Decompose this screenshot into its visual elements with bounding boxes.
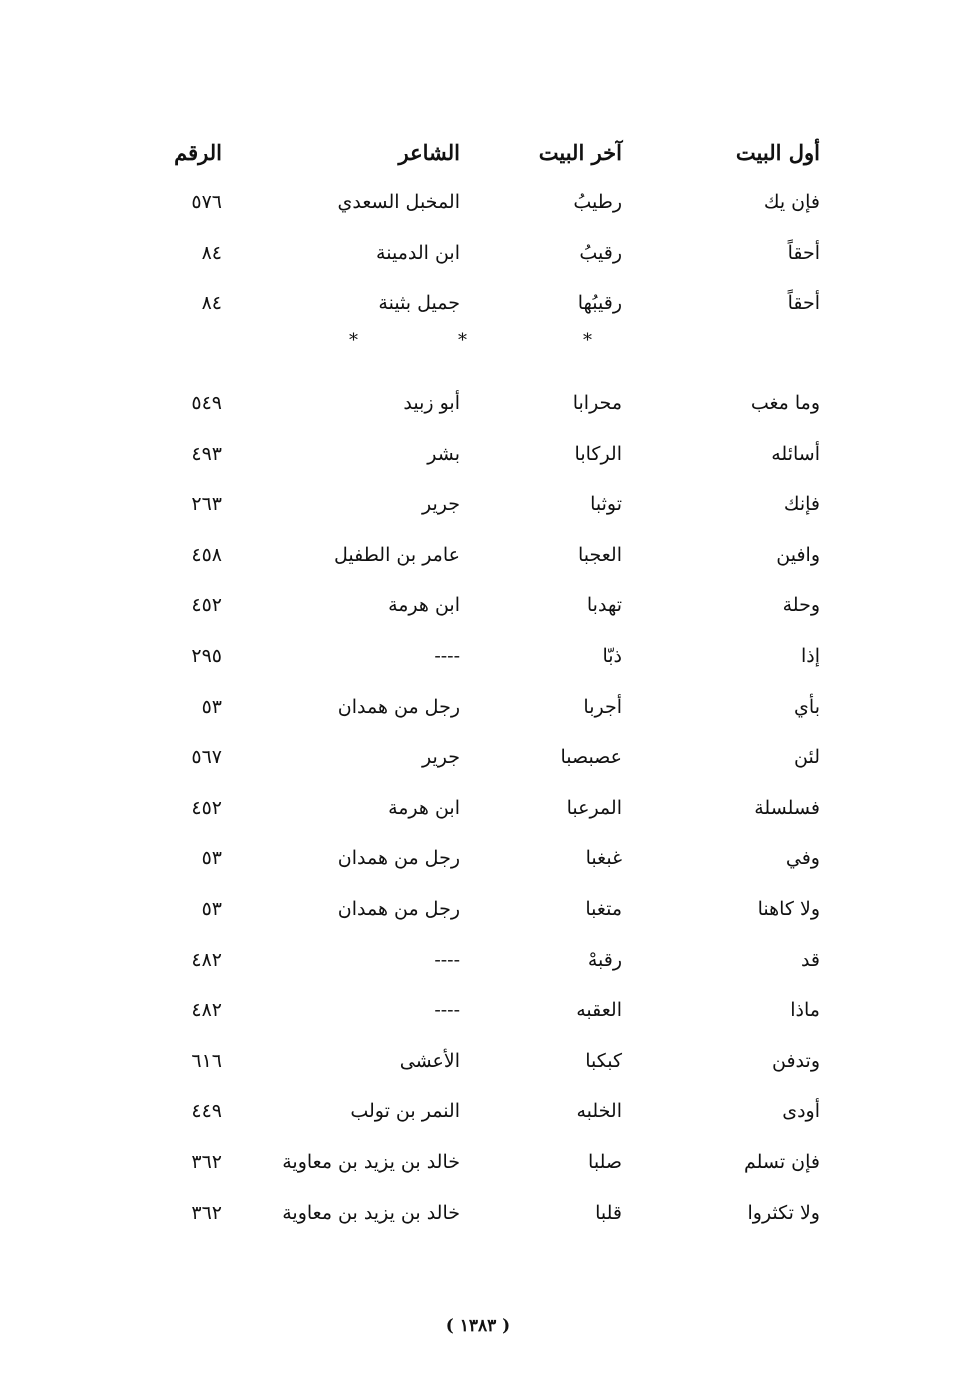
header-number: الرقم (174, 140, 222, 165)
first-verse-cell: وفي (785, 847, 820, 870)
poet-cell: المخبل السعدي (337, 191, 460, 213)
poet-cell: ابن هرمة (388, 796, 460, 819)
number-cell: ٤٥٨ (191, 543, 222, 566)
first-verse-cell: فسلسلة (754, 796, 820, 819)
number-cell: ٣٦٢ (191, 1150, 222, 1173)
last-verse-cell: رقيبُ (579, 241, 622, 264)
table-row (0, 1039, 956, 1090)
last-verse-cell: صلبا (588, 1150, 622, 1173)
last-verse-cell: رقيبُها (577, 292, 622, 315)
first-verse-cell: وحلة (782, 594, 820, 617)
separator-star: * (349, 330, 358, 351)
header-first-verse: أول البيت (735, 140, 820, 165)
number-cell: ٤٥٢ (191, 796, 222, 819)
table-row (0, 887, 956, 938)
last-verse-cell: أجربا (583, 695, 622, 718)
table-row (0, 231, 956, 282)
first-verse-cell: وما مغب (750, 392, 820, 414)
first-verse-cell: فإنك (783, 493, 820, 516)
table-row (0, 735, 956, 786)
table-row (0, 938, 956, 989)
first-verse-cell: ولا تكثروا (747, 1201, 820, 1224)
table-body-top (0, 180, 956, 332)
table-row (0, 281, 956, 332)
poet-cell: رجل من همدان (337, 847, 460, 870)
section-separator (0, 330, 956, 360)
table-header (0, 140, 956, 180)
table-row (0, 583, 956, 634)
poet-cell: ---- (434, 644, 460, 667)
first-verse-cell: لئن (794, 746, 820, 769)
last-verse-cell: قلبا (595, 1201, 622, 1224)
number-cell: ٥٣ (201, 897, 222, 920)
first-verse-cell: ماذا (790, 999, 820, 1022)
poet-cell: ---- (434, 948, 460, 971)
poet-cell: جرير (422, 746, 460, 769)
first-verse-cell: وتدفن (772, 1049, 820, 1072)
number-cell: ٦١٦ (191, 1049, 222, 1072)
table-row (0, 988, 956, 1039)
last-verse-cell: كبكبا (585, 1049, 622, 1072)
page-number: ( ١٣٨٣ ) (445, 1316, 511, 1336)
poet-cell: الأعشى (399, 1049, 460, 1072)
first-verse-cell: فإن يك (763, 191, 820, 213)
table-row (0, 1089, 956, 1140)
number-cell: ٤٨٢ (191, 948, 222, 971)
number-cell: ٣٦٢ (191, 1201, 222, 1224)
first-verse-cell: أسائله (771, 442, 820, 465)
number-cell: ٤٥٢ (191, 594, 222, 617)
number-cell: ٢٦٣ (191, 493, 222, 516)
number-cell: ٨٤ (201, 241, 222, 264)
poet-cell: خالد بن يزيد بن معاوية (282, 1150, 460, 1173)
first-verse-cell: أحقاً (787, 241, 820, 264)
last-verse-cell: غبغبا (585, 847, 622, 870)
table-row (0, 1140, 956, 1191)
table-row (0, 432, 956, 483)
number-cell: ٤٩٣ (191, 442, 222, 465)
first-verse-cell: وافين (776, 543, 820, 566)
last-verse-cell: المرعبا (566, 796, 622, 819)
number-cell: ٨٤ (201, 292, 222, 315)
last-verse-cell: العجبا (577, 543, 622, 566)
separator-star: * (583, 330, 592, 351)
first-verse-cell: قد (800, 948, 820, 971)
poet-cell: رجل من همدان (337, 897, 460, 920)
last-verse-cell: عصبصبا (560, 746, 622, 769)
first-verse-cell: بأي (794, 695, 820, 718)
table-row (0, 1191, 956, 1242)
number-cell: ٢٩٥ (191, 644, 222, 667)
poet-cell: خالد بن يزيد بن معاوية (282, 1201, 460, 1224)
poet-cell: أبو زبيد (403, 392, 460, 414)
last-verse-cell: ذبّا (602, 644, 622, 667)
poet-cell: عامر بن الطفيل (333, 543, 460, 566)
last-verse-cell: توثبا (590, 493, 622, 516)
table-row (0, 786, 956, 837)
last-verse-cell: متغبا (585, 897, 622, 920)
number-cell: ٥٣ (201, 695, 222, 718)
last-verse-cell: العقبه (576, 999, 622, 1022)
first-verse-cell: إذا (800, 644, 820, 667)
poet-cell: النمر بن تولب (350, 1100, 460, 1123)
header-poet: الشاعر (398, 140, 460, 165)
number-cell: ٥٤٩ (191, 392, 222, 414)
poet-cell: ابن الدمينة (376, 241, 460, 264)
table-row (0, 180, 956, 231)
table-row (0, 836, 956, 887)
table-row (0, 533, 956, 584)
number-cell: ٤٤٩ (191, 1100, 222, 1123)
poet-cell: رجل من همدان (337, 695, 460, 718)
poet-cell: جميل بثينة (378, 292, 460, 315)
first-verse-cell: ولا كاهنا (757, 897, 820, 920)
first-verse-cell: أودى (782, 1100, 820, 1123)
poet-cell: ---- (434, 999, 460, 1022)
first-verse-cell: أحقاً (787, 292, 820, 315)
poet-cell: بشر (427, 442, 460, 465)
last-verse-cell: رقبهْ (587, 948, 622, 971)
poet-cell: ابن هرمة (388, 594, 460, 617)
last-verse-cell: رطيبُ (573, 191, 622, 213)
table-row (0, 685, 956, 736)
last-verse-cell: محرابا (572, 392, 622, 414)
table-row (0, 634, 956, 685)
number-cell: ٥٣ (201, 847, 222, 870)
poet-cell: جرير (422, 493, 460, 516)
table-row (0, 482, 956, 533)
last-verse-cell: تهدبا (586, 594, 622, 617)
number-cell: ٤٨٢ (191, 999, 222, 1022)
table-row (0, 381, 956, 432)
last-verse-cell: الخلبه (576, 1100, 622, 1123)
number-cell: ٥٧٦ (191, 191, 222, 213)
separator-star: * (458, 330, 467, 351)
header-last-verse: آخر البيت (538, 140, 622, 165)
last-verse-cell: الركابا (574, 442, 622, 465)
table-body-bottom (0, 381, 956, 1241)
number-cell: ٥٦٧ (191, 746, 222, 769)
first-verse-cell: فإن تسلم (743, 1150, 820, 1173)
